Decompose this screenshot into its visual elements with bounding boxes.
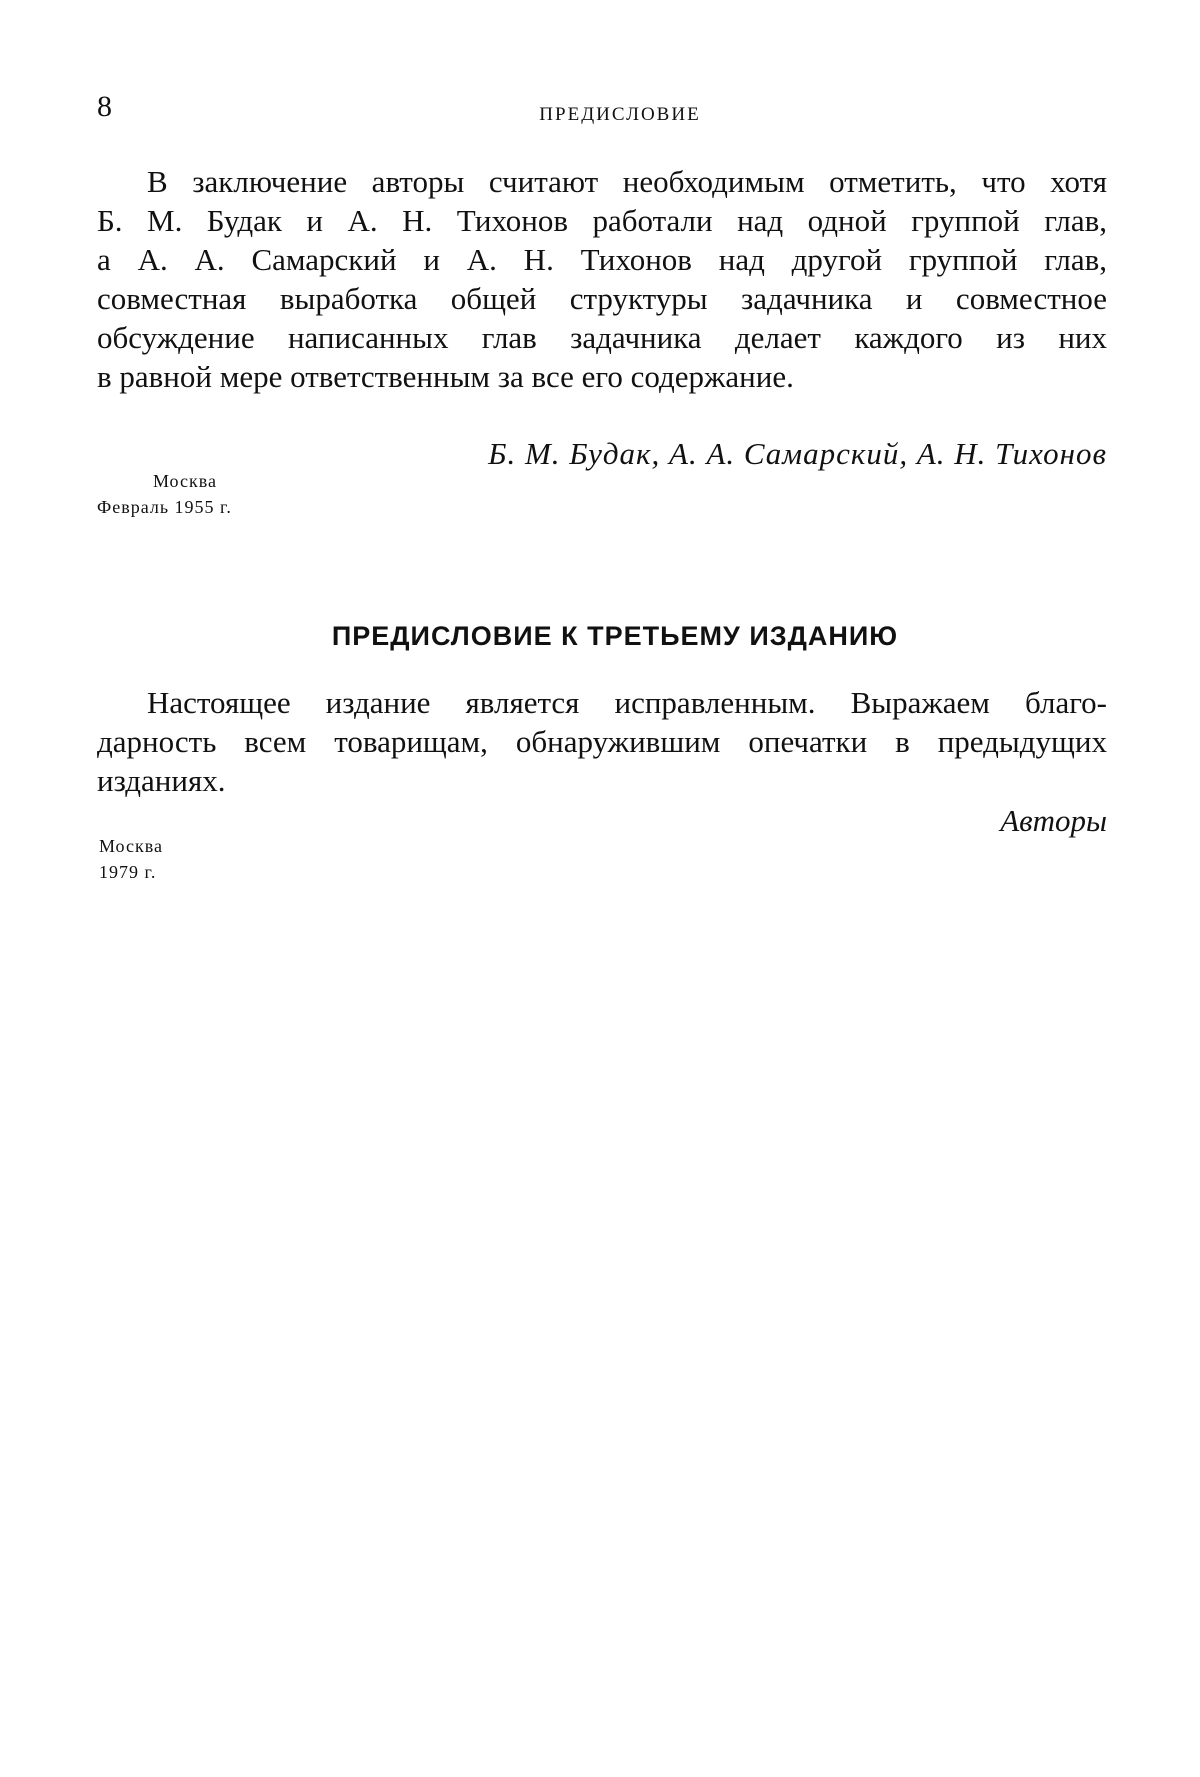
paragraph-line: обсуждение написанных глав задачника делает каждого из них — [97, 320, 1107, 355]
paragraph-line: изданиях. — [97, 763, 226, 798]
paragraph-line: дарность всем товарищам, обнаружившим опечатки в предыдущих — [97, 724, 1107, 759]
third-edition-paragraph — [97, 683, 1107, 800]
authors-signature-short: Авторы — [1000, 803, 1107, 838]
date-text: 1979 г. — [99, 862, 157, 882]
paragraph-line: в равной мере ответственным за все его содержание. — [97, 359, 794, 394]
place-text: Москва — [99, 836, 163, 856]
paragraph-line: а А. А. Самарский и А. Н. Тихонов над другой группой глав, — [97, 242, 1107, 277]
page-number: 8 — [97, 90, 112, 123]
place-date-block — [97, 468, 232, 520]
preface-paragraph — [97, 162, 1107, 396]
paragraph-line: Б. М. Будак и А. Н. Тихонов работали над одной группой глав, — [97, 203, 1107, 238]
authors-signature: Б. М. Будак, А. А. Самарский, А. Н. Тихонов — [488, 436, 1107, 471]
section-heading: ПРЕДИСЛОВИЕ К ТРЕТЬЕМУ ИЗДАНИЮ — [331, 621, 899, 651]
paragraph-line: совместная выработка общей структуры задачника и совместное — [97, 281, 1107, 316]
place-date-block-2 — [99, 833, 163, 885]
running-head: ПРЕДИСЛОВИЕ — [539, 104, 701, 125]
paragraph-line: Настоящее издание является исправленным. Выражаем благо- — [147, 685, 1107, 720]
paragraph-line: В заключение авторы считают необходимым отметить, что хотя — [147, 164, 1107, 199]
place-text: Москва — [153, 471, 217, 491]
date-text: Февраль 1955 г. — [97, 497, 232, 517]
